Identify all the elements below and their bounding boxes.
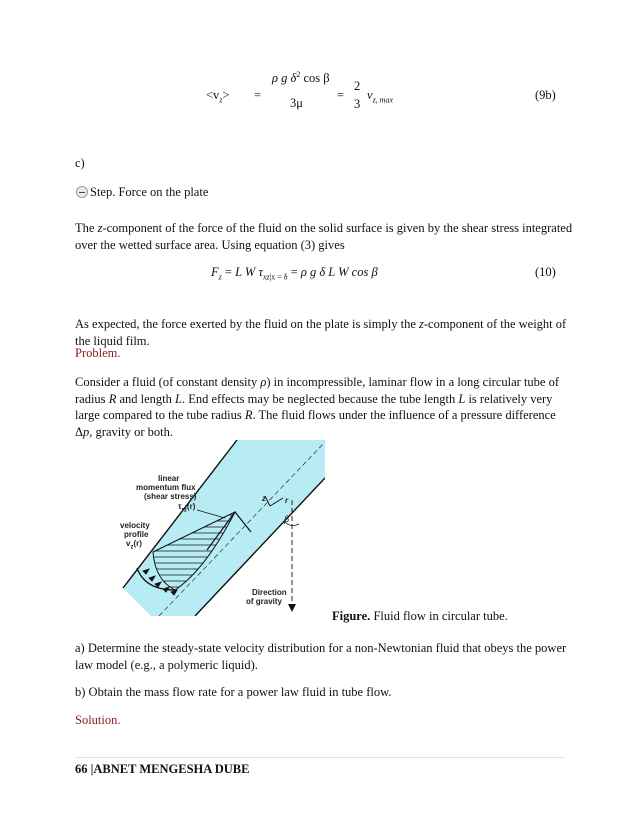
fig-label-momentum-flux: momentum flux <box>136 483 196 492</box>
eq9b-numerator-2: 2 <box>354 79 361 93</box>
eq9b-lhs: $<v_z>$ <box>206 88 230 105</box>
fig-label-r: r <box>285 496 289 505</box>
paragraph-force: The z-component of the force of the fluid on the solid surface is given by the shear stress integrated over the wetted surface area. Using equation (3) gives <box>75 221 573 252</box>
fig-label-profile: profile <box>124 530 149 539</box>
fig-label-tau: $\tau_{rz}(r)$ <box>178 502 196 514</box>
part-c-label: c) <box>75 156 85 170</box>
page-footer: 66 |ABNET MENGESHA DUBE <box>75 762 250 776</box>
question-a: a) Determine the steady-state velocity distribution for a non-Newtonian fluid that obeys the power law model (e.g., a polymeric liquid). <box>75 641 567 672</box>
fig-label-gravity: of gravity <box>246 597 283 606</box>
eq9b-equals-1: = <box>254 88 262 102</box>
fig-label-z: z <box>262 494 266 503</box>
eq9b-label: (9b) <box>535 88 556 102</box>
fig-label-vz: $v_z(r)$ <box>126 539 142 551</box>
footer-divider <box>75 757 565 758</box>
eq9b-equals-2: = <box>337 88 345 102</box>
gravity-arrowhead <box>288 604 296 612</box>
fig-label-shear-stress: (shear stress) <box>144 492 197 501</box>
question-b: b) Obtain the mass flow rate for a power law fluid in tube flow. <box>75 685 392 699</box>
paragraph-problem: Consider a fluid (of constant density ρ) in incompressible, laminar flow in a long circular tube of radius R and length L. End effects may be neglected because the tube length L is relatively very large compared to the tube radius R. The fluid flows under the influence of a pressure difference Δp, gravity or both. <box>75 375 560 439</box>
problem-label: Problem. <box>75 346 121 360</box>
solution-label: Solution. <box>75 713 121 727</box>
eq9b-denominator-1: 3μ <box>290 96 303 110</box>
fig-label-linear: linear <box>158 474 180 483</box>
eq10-label: (10) <box>535 265 556 279</box>
paragraph-expected: As expected, the force exerted by the fluid on the plate is simply the z-component of the weight of the liquid film. <box>75 317 567 348</box>
figure-caption: Figure. Fluid flow in circular tube. <box>332 609 508 623</box>
eq10-expression: $F_z = L$ W $\tau_{xz|x = \delta} = \rho$ g δ L W cos β <box>211 265 378 282</box>
eq9b-denominator-2: 3 <box>354 97 361 111</box>
fig-label-beta: β <box>284 514 290 524</box>
eq9b-rhs: $v_{z, max}$ <box>367 88 394 105</box>
fig-label-direction: Direction <box>252 588 287 597</box>
eq9b-numerator-1: ρ g $\delta^2$ cos β <box>272 70 330 86</box>
collapse-minus-icon[interactable] <box>76 186 88 198</box>
fig-label-velocity: velocity <box>120 521 150 530</box>
step-title: Step. Force on the plate <box>90 185 209 199</box>
